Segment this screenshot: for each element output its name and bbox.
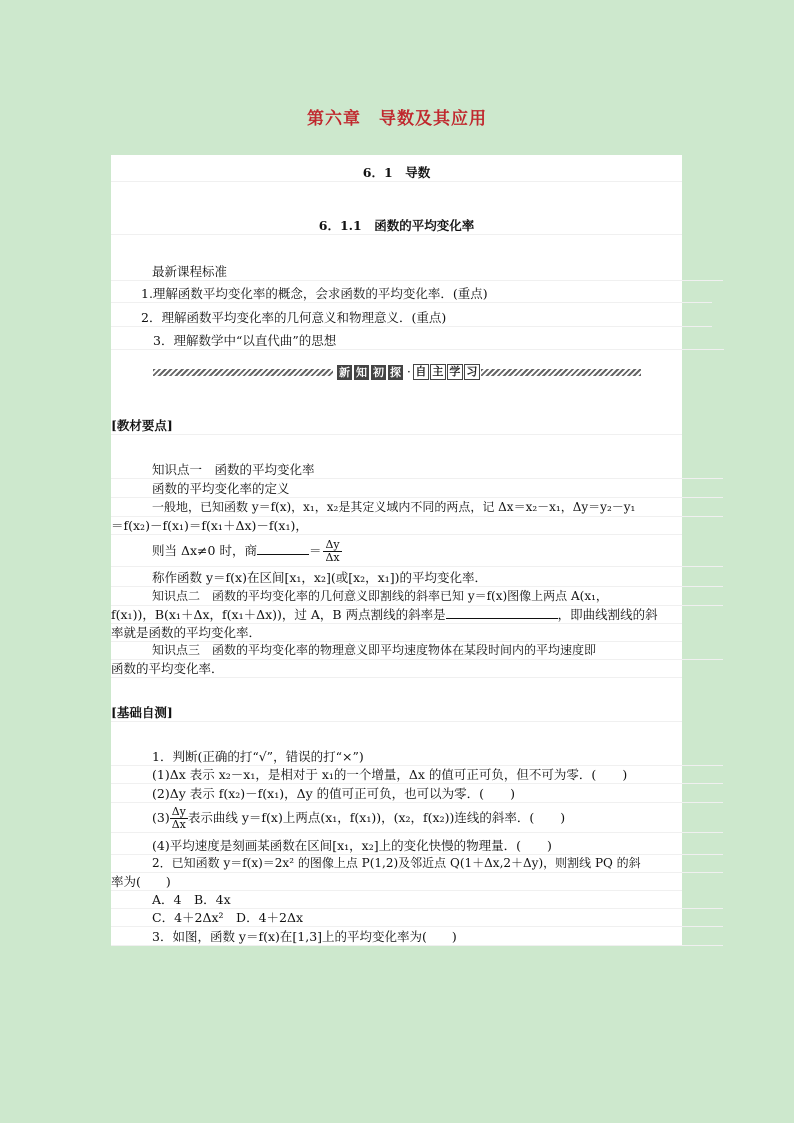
q1-item-3-text: 表示曲线 y＝f(x)上两点(x₁，f(x₁))，(x₂，f(x₂))连线的斜率．( — [187, 810, 535, 825]
fraction-denominator: Δx — [171, 818, 186, 831]
banner-char: 探 — [390, 365, 401, 379]
q1-item-4-text: (4)平均速度是刻画某函数在区间[x₁，x₂]上的变化快慢的物理量．( — [152, 838, 521, 853]
answer-blank[interactable] — [257, 554, 309, 555]
standards-heading: 最新课程标准 — [111, 263, 723, 281]
banner-char: 知 — [356, 365, 367, 379]
kp3-line-2: 函数的平均变化率． — [111, 660, 682, 678]
standards-item-3: 3．理解数学中“以直代曲”的思想 — [111, 332, 724, 350]
kp1-line-4: 称作函数 y＝f(x)在区间[x₁，x₂](或[x₂，x₁])的平均变化率． — [111, 569, 723, 587]
section-title: 6．1 导数 — [111, 164, 682, 182]
q1-item-3 — [111, 804, 723, 833]
fraction-numerator: Δy — [325, 538, 340, 551]
section-banner — [153, 364, 641, 380]
kp3-line-1: 知识点三 函数的平均变化率的物理意义即平均速度物体在某段时间内的平均速度即 — [111, 642, 723, 660]
kp2-line-2-text: f(x₁))，B(x₁＋Δx，f(x₁＋Δx))，过 A，B 两点割线的斜率是 — [111, 607, 446, 622]
selftest-heading: [基础自测] — [111, 704, 682, 722]
q1-item-1-text: (1)Δx 表示 x₂－x₁，是相对于 x₁的一个增量，Δx 的值可正可负，但不可为零．( — [152, 767, 597, 782]
close-paren: ) — [546, 838, 552, 853]
kp1-line-1: 一般地，已知函数 y＝f(x)，x₁，x₂是其定义域内不同的两点，记 Δx＝x₂－x₁，Δy＝y₂－y₁ — [111, 499, 723, 517]
close-paren: ) — [510, 786, 515, 801]
kp1-line-3-text: 则当 Δx≠0 时，商 — [152, 543, 257, 558]
kp2-line-1: 知识点二 函数的平均变化率的几何意义即割线的斜率已知 y＝f(x)图像上两点 A(x₁， — [111, 588, 723, 606]
document-page — [111, 155, 682, 945]
kp1-subtitle: 函数的平均变化率的定义 — [111, 480, 723, 498]
q2-line-1: 2．已知函数 y＝f(x)＝2x² 的图像上点 P(1,2)及邻近点 Q(1＋Δx,2＋Δy)，则割线 PQ 的斜 — [111, 855, 723, 873]
q1-item-4 — [111, 837, 723, 855]
banner-char: 主 — [430, 364, 446, 380]
q2-line-2: 率为( ) — [111, 873, 682, 891]
banner-char: 习 — [464, 364, 480, 380]
fraction-dy-dx — [170, 806, 188, 831]
q1-item-1 — [111, 766, 723, 784]
textbook-heading: [教材要点] — [111, 417, 682, 435]
banner-char: 新 — [339, 365, 350, 379]
kp2-line-3: 率就是函数的平均变化率． — [111, 624, 682, 642]
banner-char: 初 — [373, 365, 384, 379]
fraction-denominator: Δx — [325, 551, 340, 564]
q1-item-2 — [111, 785, 723, 803]
standards-item-1: 1.理解函数平均变化率的概念，会求函数的平均变化率．(重点) — [111, 285, 712, 303]
kp1-line-2: ＝f(x₂)－f(x₁)＝f(x₁＋Δx)－f(x₁)， — [111, 517, 682, 535]
kp1-line-3 — [111, 536, 723, 567]
subsection-title: 6．1.1 函数的平均变化率 — [111, 217, 682, 235]
close-paren: ) — [560, 810, 566, 825]
fraction-dy-dx — [323, 539, 341, 564]
kp2-line-2-tail: ，即曲线割线的斜 — [557, 607, 658, 622]
banner-char: 学 — [447, 364, 463, 380]
q1-title: 1．判断(正确的打“√”，错误的打“×”) — [111, 748, 723, 766]
banner-char: 自 — [413, 364, 429, 380]
q2-options-ab: A．4 B．4x — [111, 891, 723, 909]
q3-line-1: 3．如图，函数 y＝f(x)在[1,3]上的平均变化率为( ) — [111, 928, 723, 946]
kp2-line-2 — [111, 606, 682, 624]
fraction-numerator: Δy — [171, 805, 186, 818]
kp1-title: 知识点一 函数的平均变化率 — [111, 461, 723, 479]
answer-blank[interactable] — [446, 618, 558, 619]
banner-stripe-left — [153, 369, 333, 376]
q1-item-2-text: (2)Δy 表示 f(x₂)－f(x₁)，Δy 的值可正可负，也可以为零．( — [152, 786, 485, 801]
equals-sign: ＝ — [308, 543, 322, 558]
close-paren: ) — [622, 767, 628, 782]
chapter-title: 第六章 导数及其应用 — [307, 109, 487, 129]
banner-label — [337, 364, 481, 380]
q1-item-3-prefix: (3) — [152, 810, 170, 825]
banner-separator: · — [407, 365, 411, 379]
banner-stripe-right — [481, 369, 641, 376]
standards-item-2: 2．理解函数平均变化率的几何意义和物理意义．(重点) — [111, 309, 712, 327]
q2-options-cd: C．4＋2Δx² D．4＋2Δx — [111, 909, 723, 927]
